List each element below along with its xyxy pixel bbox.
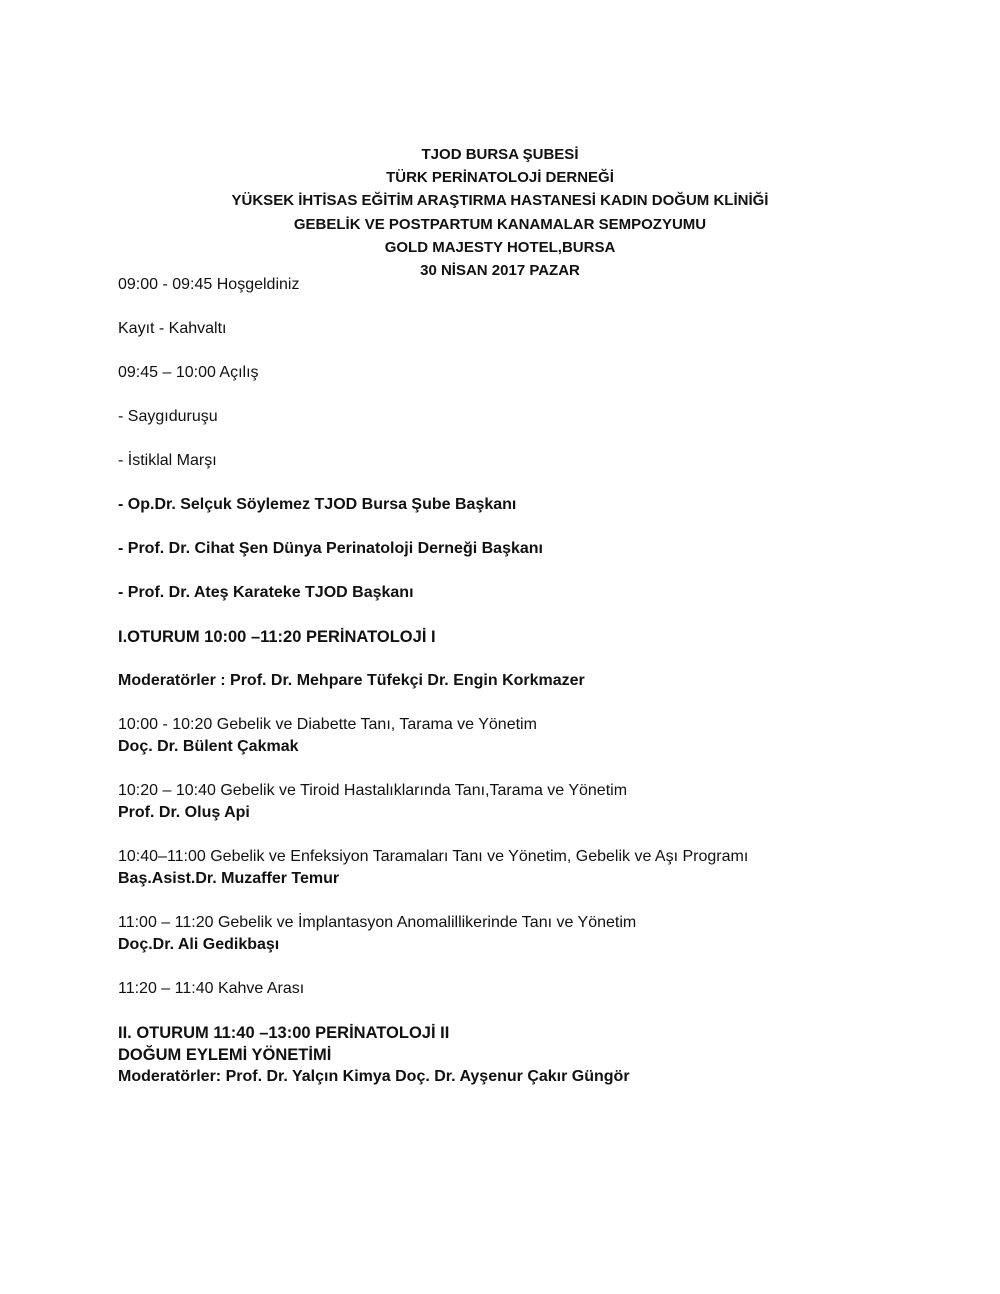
talk-3-time-topic: 10:40–11:00 Gebelik ve Enfeksiyon Taramaları Tanı ve Yönetim, Gebelik ve Aşı Programı <box>118 848 749 865</box>
coffee-break-line: 11:20 – 11:40 Kahve Arası <box>118 980 305 997</box>
session-1-moderators: Moderatörler : Prof. Dr. Mehpare Tüfekçi Dr. Engin Korkmazer <box>118 672 585 689</box>
opening-speech-2: - Prof. Dr. Cihat Şen Dünya Perinatoloji Derneği Başkanı <box>118 540 543 557</box>
welcome-line: 09:00 - 09:45 Hoşgeldiniz <box>118 276 300 293</box>
header-venue: GOLD MAJESTY HOTEL,BURSA <box>384 238 616 256</box>
header-branch-title: TJOD BURSA ŞUBESİ <box>421 146 579 163</box>
session-2-moderators: Moderatörler: Prof. Dr. Yalçın Kimya Doç. Dr. Ayşenur Çakır Güngör <box>118 1068 630 1085</box>
opening-speech-3: - Prof. Dr. Ateş Karateke TJOD Başkanı <box>118 584 414 601</box>
session-1-title: I.OTURUM 10:00 –11:20 PERİNATOLOJİ I <box>118 628 436 646</box>
opening-speech-1: - Op.Dr. Selçuk Söylemez TJOD Bursa Şube Başkanı <box>118 496 517 513</box>
talk-1-time-topic: 10:00 - 10:20 Gebelik ve Diabette Tanı, Tarama ve Yönetim <box>118 716 537 733</box>
session-2-subtitle: DOĞUM EYLEMİ YÖNETİMİ <box>118 1046 332 1064</box>
anthem-line: - İstiklal Marşı <box>118 452 217 469</box>
program-body <box>118 274 978 1088</box>
document-header <box>0 143 1000 282</box>
header-date: 30 NİSAN 2017 PAZAR <box>420 262 580 280</box>
header-hospital-title: YÜKSEK İHTİSAS EĞİTİM ARAŞTIRMA HASTANESİ KADIN DOĞUM KLİNİĞİ <box>231 192 769 210</box>
talk-4-speaker: Doç.Dr. Ali Gedikbaşı <box>118 936 280 953</box>
silence-line: - Saygıduruşu <box>118 408 218 425</box>
opening-line: 09:45 – 10:00 Açılış <box>118 364 259 381</box>
talk-2-time-topic: 10:20 – 10:40 Gebelik ve Tiroid Hastalıklarında Tanı,Tarama ve Yönetim <box>118 782 628 799</box>
header-symposium-title: GEBELİK VE POSTPARTUM KANAMALAR SEMPOZYUMU <box>293 215 707 233</box>
talk-4-time-topic: 11:00 – 11:20 Gebelik ve İmplantasyon Anomalillikerinde Tanı ve Yönetim <box>118 914 637 931</box>
registration-line: Kayıt - Kahvaltı <box>118 320 227 337</box>
talk-2-speaker: Prof. Dr. Oluş Api <box>118 804 250 821</box>
talk-3-speaker: Baş.Asist.Dr. Muzaffer Temur <box>118 870 340 887</box>
session-2-title: II. OTURUM 11:40 –13:00 PERİNATOLOJİ II <box>118 1024 450 1042</box>
talk-1-speaker: Doç. Dr. Bülent Çakmak <box>118 738 299 755</box>
header-society-title: TÜRK PERİNATOLOJİ DERNEĞİ <box>386 169 614 187</box>
